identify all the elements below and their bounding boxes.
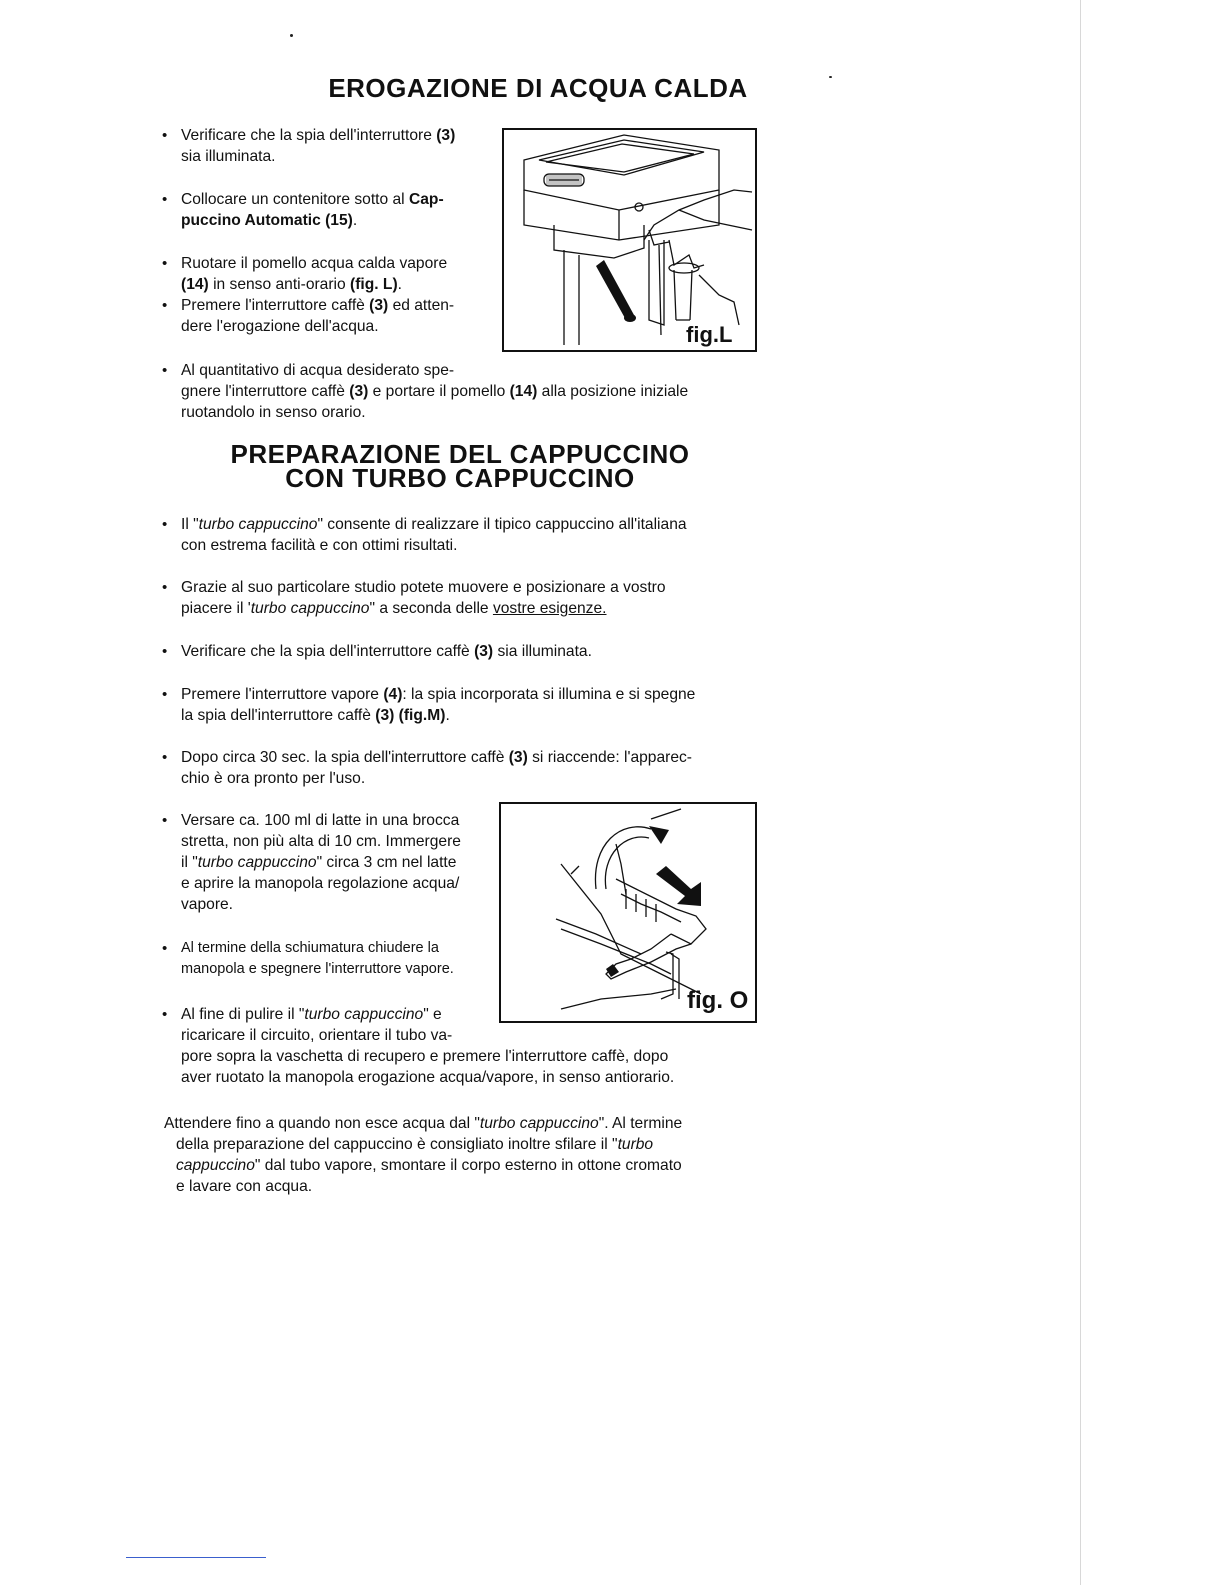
espresso-machine-drawing [504, 130, 755, 350]
bullet-check-switch-light: • Verificare che la spia dell'interruttore (3) sia illuminata. [162, 127, 456, 165]
bullet-clean-turbo: • Al fine di pulire il "turbo cappuccino" e ricaricare il circuito, orientare il tubo va- pore sopra la vaschetta di recupero e premere l'interruttore caffè, dopo aver ruotato la manopola erogazione acqua/vapore, in senso antiorario. [162, 1006, 675, 1086]
bullet-check-coffee-light: • Verificare che la spia dell'interruttore caffè (3) sia illuminata. [162, 643, 592, 660]
bullet-turbo-positioning: • Grazie al suo particolare studio potete muovere e posizionare a vostro piacere il 'turbo cappuccino" a seconda delle vostre esigenze. [162, 579, 666, 617]
bullet-dot: • [162, 579, 168, 596]
bullet-dot: • [162, 686, 168, 703]
bullet-dot: • [162, 940, 168, 957]
bullet-rotate-knob: • Ruotare il pomello acqua calda vapore (14) in senso anti-orario (fig. L). [162, 255, 448, 293]
bullet-dot: • [162, 297, 168, 314]
bullet-dot: • [162, 191, 168, 208]
bullet-dot: • [162, 749, 168, 766]
bullet-end-frothing: • Al termine della schiumatura chiudere la manopola e spegnere l'interruttore vapore. [162, 940, 454, 977]
bullet-pour-milk: • Versare ca. 100 ml di latte in una brocca stretta, non più alta di 10 cm. Immergere il "turbo cappuccino" circa 3 cm nel latte e aprire la manopola regolazione acqua/ vapore. [162, 812, 461, 913]
bottom-underline-mark [126, 1557, 266, 1558]
section-title-hot-water: EROGAZIONE DI ACQUA CALDA [328, 73, 748, 103]
bullet-dot: • [162, 516, 168, 533]
bullet-turbo-intro: • Il "turbo cappuccino" consente di realizzare il tipico cappuccino all'italiana con estrema facilità e con ottimi risultati. [162, 516, 687, 554]
bullet-dot: • [162, 643, 168, 660]
bullet-ready-after-30s: • Dopo circa 30 sec. la spia dell'interruttore caffè (3) si riaccende: l'apparec- chio è ora pronto per l'uso. [162, 749, 692, 787]
bullet-stop-water: • Al quantitativo di acqua desiderato spe- gnere l'interruttore caffè (3) e portare il pomello (14) alla posizione iniziale ruotandolo in senso orario. [162, 362, 689, 421]
bullet-dot: • [162, 362, 168, 379]
figure-o-turbo-illustration [499, 802, 757, 1023]
figure-o-caption: fig. O [687, 987, 749, 1014]
figure-l-machine-illustration [502, 128, 757, 352]
section-title-cappuccino-line1: PREPARAZIONE DEL CAPPUCCINO [230, 439, 690, 469]
bullet-dot: • [162, 255, 168, 272]
paragraph-wait-and-clean: Attendere fino a quando non esce acqua dal "turbo cappuccino". Al termine della preparazione del cappuccino è consigliato inoltre sfilare il "turbo cappuccino" dal tubo vapore, smontare il corpo esterno in ottone cromato e lavare con acqua. [164, 1115, 683, 1195]
figure-l-caption: fig.L [686, 322, 733, 347]
bullet-dot: • [162, 127, 168, 144]
page-edge-divider [1080, 0, 1081, 1585]
bullet-press-coffee-switch: • Premere l'interruttore caffè (3) ed atten- dere l'erogazione dell'acqua. [162, 297, 455, 335]
bullet-press-steam-switch: • Premere l'interruttore vapore (4): la spia incorporata si illumina e si spegne la spia dell'interruttore caffè (3) (fig.M). [162, 686, 696, 724]
bullet-dot: • [162, 1006, 168, 1023]
section-title-cappuccino-line2: CON TURBO CAPPUCCINO [285, 463, 635, 493]
bullet-place-container: • Collocare un contenitore sotto al Cap- puccino Automatic (15). [162, 191, 444, 229]
bullet-dot: • [162, 812, 168, 829]
scan-speck [290, 34, 293, 37]
